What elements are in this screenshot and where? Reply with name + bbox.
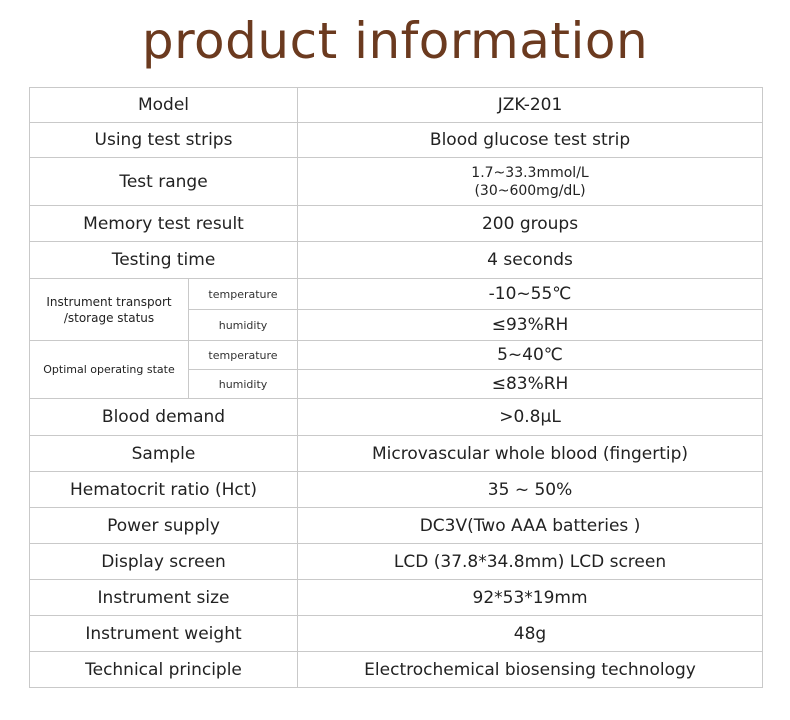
table-row [30,123,763,158]
row-label: Technical principle [30,652,298,688]
range-mgdl: (30~600mg/dL) [474,182,586,199]
row-value: 200 groups [298,206,763,242]
row-value: DC3V(Two AAA batteries ) [298,508,763,544]
row-value: 48g [298,616,763,652]
group-label-transport [30,279,189,341]
sub-label: temperature [189,279,298,310]
table-row [30,206,763,242]
row-value: 5~40℃ [298,341,763,370]
row-value [298,158,763,206]
row-value: LCD (37.8*34.8mm) LCD screen [298,544,763,580]
row-value: 4 seconds [298,242,763,279]
table-row [30,158,763,206]
table-row [30,88,763,123]
row-value: JZK-201 [298,88,763,123]
row-label: Display screen [30,544,298,580]
row-value: 92*53*19mm [298,580,763,616]
table-row [30,341,763,370]
row-label: Memory test result [30,206,298,242]
table-row [30,399,763,436]
row-label: Power supply [30,508,298,544]
page-title: product information [141,12,649,70]
sub-label: humidity [189,370,298,399]
table-row [30,580,763,616]
sub-label: humidity [189,310,298,341]
row-label: Instrument size [30,580,298,616]
row-value: ≤83%RH [298,370,763,399]
group-label-line: Instrument transport [46,294,172,309]
table-row [30,472,763,508]
row-value: 35 ~ 50% [298,472,763,508]
sub-label: temperature [189,341,298,370]
table-row [30,544,763,580]
row-label: Test range [30,158,298,206]
table-row [30,279,763,310]
table-row [30,242,763,279]
row-label: Testing time [30,242,298,279]
row-value: Microvascular whole blood (fingertip) [298,436,763,472]
group-label-operating: Optimal operating state [30,341,189,399]
group-label-line: /storage status [63,310,155,325]
row-label: Using test strips [30,123,298,158]
row-label: Model [30,88,298,123]
row-label: Blood demand [30,399,298,436]
row-value: Blood glucose test strip [298,123,763,158]
row-value: ≤93%RH [298,310,763,341]
range-mmol: 1.7~33.3mmol/L [471,164,589,181]
row-label: Instrument weight [30,616,298,652]
table-row [30,508,763,544]
row-value: Electrochemical biosensing technology [298,652,763,688]
row-value: -10~55℃ [298,279,763,310]
table-row [30,652,763,688]
row-label: Sample [30,436,298,472]
table-row [30,436,763,472]
row-value: >0.8μL [298,399,763,436]
table-row [30,616,763,652]
row-label: Hematocrit ratio (Hct) [30,472,298,508]
spec-table [29,87,763,688]
